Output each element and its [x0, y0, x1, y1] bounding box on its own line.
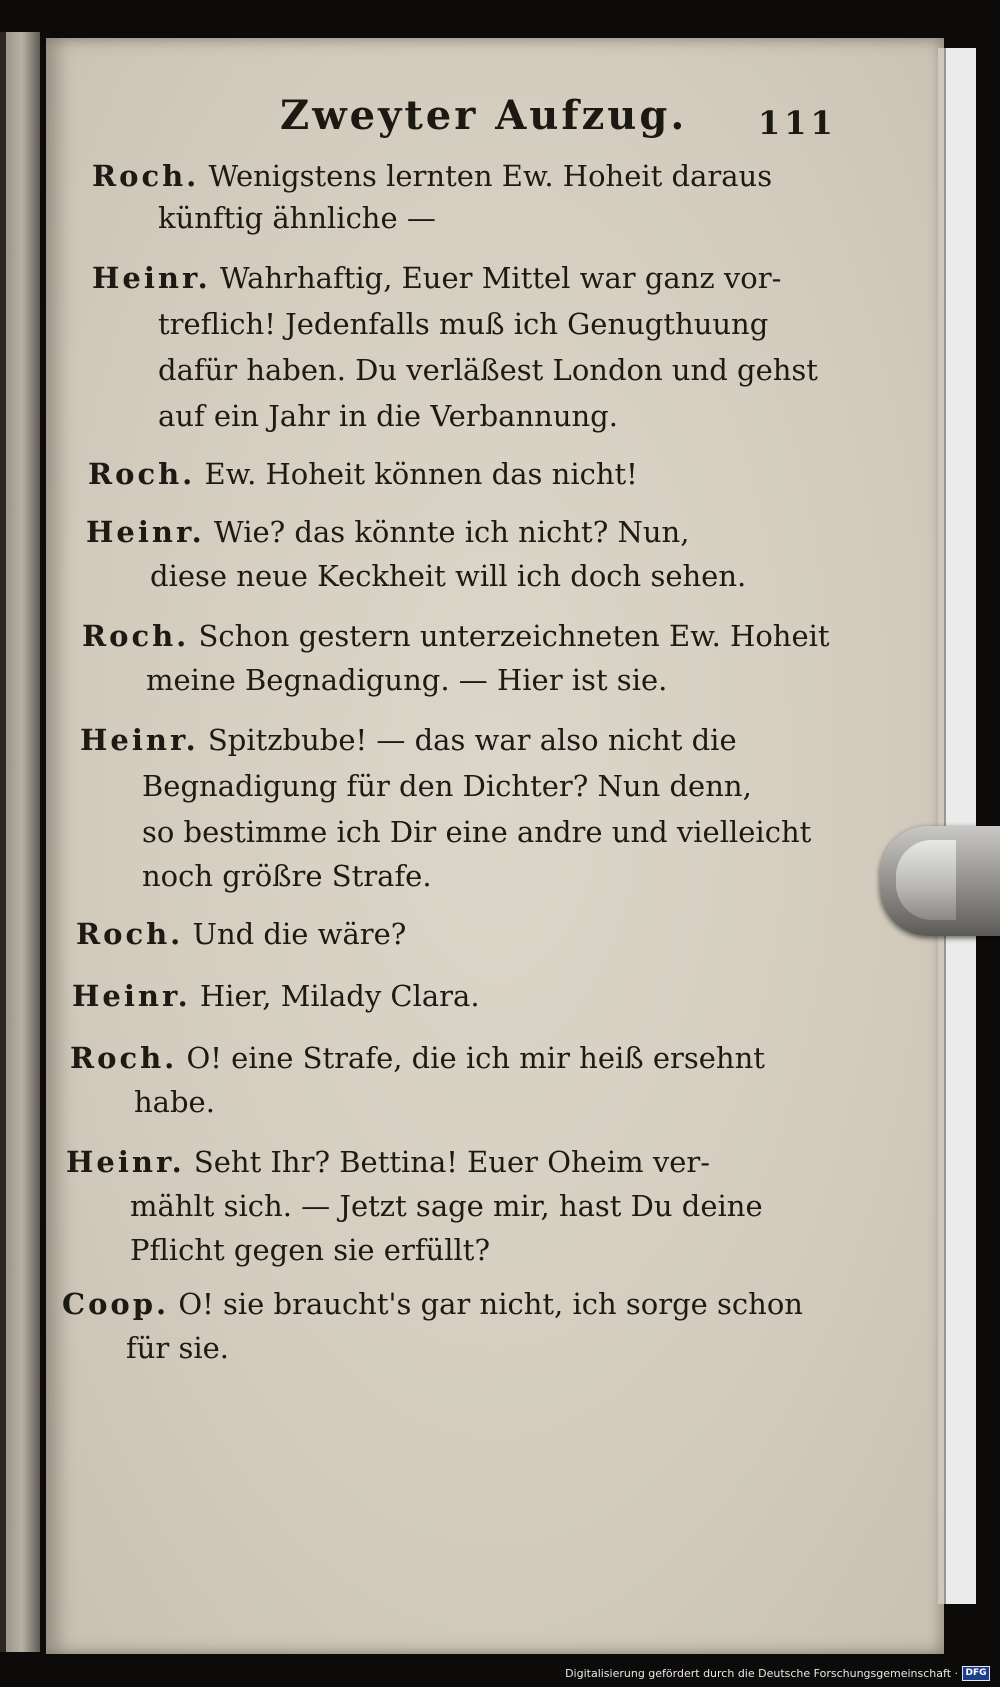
speech-line: habe.: [134, 1085, 215, 1119]
running-head: [280, 92, 840, 152]
speaker-name: Roch.: [92, 159, 200, 193]
speech-line: O! sie braucht's gar nicht, ich sorge schon: [178, 1287, 803, 1321]
speech-line: Wenigstens lernten Ew. Hoheit daraus: [208, 159, 773, 193]
speech-line: künftig ähnliche —: [158, 201, 436, 235]
speech-line: Pflicht gegen sie erfüllt?: [130, 1233, 490, 1267]
speech-line: auf ein Jahr in die Verbannung.: [158, 399, 618, 433]
footer-credit: Digitalisierung gefördert durch die Deutsche Forschungsgemeinschaft ·: [565, 1666, 958, 1680]
speaker-name: Heinr.: [66, 1145, 185, 1179]
speaker-name: Heinr.: [72, 979, 191, 1013]
speech-line: mählt sich. — Jetzt sage mir, hast Du deine: [130, 1189, 763, 1223]
speaker-name: Coop.: [62, 1287, 170, 1321]
speech-line: Und die wäre?: [192, 917, 407, 951]
speaker-name: Heinr.: [86, 515, 205, 549]
speech-line: Hier, Milady Clara.: [199, 979, 480, 1013]
speech-line: Wie? das könnte ich nicht? Nun,: [213, 515, 690, 549]
speech-line: Seht Ihr? Bettina! Euer Oheim ver-: [193, 1145, 711, 1179]
running-head-title: Zweyter Aufzug.: [280, 92, 688, 139]
speaker-name: Roch.: [82, 619, 190, 653]
speech-line: dafür haben. Du verläßest London und gehst: [158, 353, 818, 387]
speech-line: so bestimme ich Dir eine andre und vielleicht: [142, 815, 812, 849]
speech-line: Begnadigung für den Dichter? Nun denn,: [142, 769, 752, 803]
digitization-footer: [565, 1663, 990, 1683]
speech-line: Schon gestern unterzeichneten Ew. Hoheit: [198, 619, 830, 653]
speech-line: O! eine Strafe, die ich mir heiß ersehnt: [186, 1041, 765, 1075]
speaker-name: Heinr.: [92, 261, 211, 295]
speech-line: Spitzbube! — das war also nicht die: [207, 723, 737, 757]
speech-line: noch größre Strafe.: [142, 859, 432, 893]
speech-line: für sie.: [126, 1331, 230, 1365]
speaker-name: Roch.: [88, 457, 196, 491]
speech-line: treflich! Jedenfalls muß ich Genugthuung: [158, 307, 769, 341]
page-number: 111: [758, 104, 837, 142]
speech-line: Wahrhaftig, Euer Mittel war ganz vor-: [219, 261, 782, 295]
speech-line: Ew. Hoheit können das nicht!: [204, 457, 638, 491]
page-clip: [880, 826, 1000, 936]
speech-line: meine Begnadigung. — Hier ist sie.: [146, 663, 668, 697]
speaker-name: Roch.: [76, 917, 184, 951]
dfg-logo-icon: DFG: [962, 1666, 990, 1681]
previous-page-edge: [0, 32, 40, 1652]
speaker-name: Roch.: [70, 1041, 178, 1075]
speech-line: diese neue Keckheit will ich doch sehen.: [150, 559, 747, 593]
speaker-name: Heinr.: [80, 723, 199, 757]
